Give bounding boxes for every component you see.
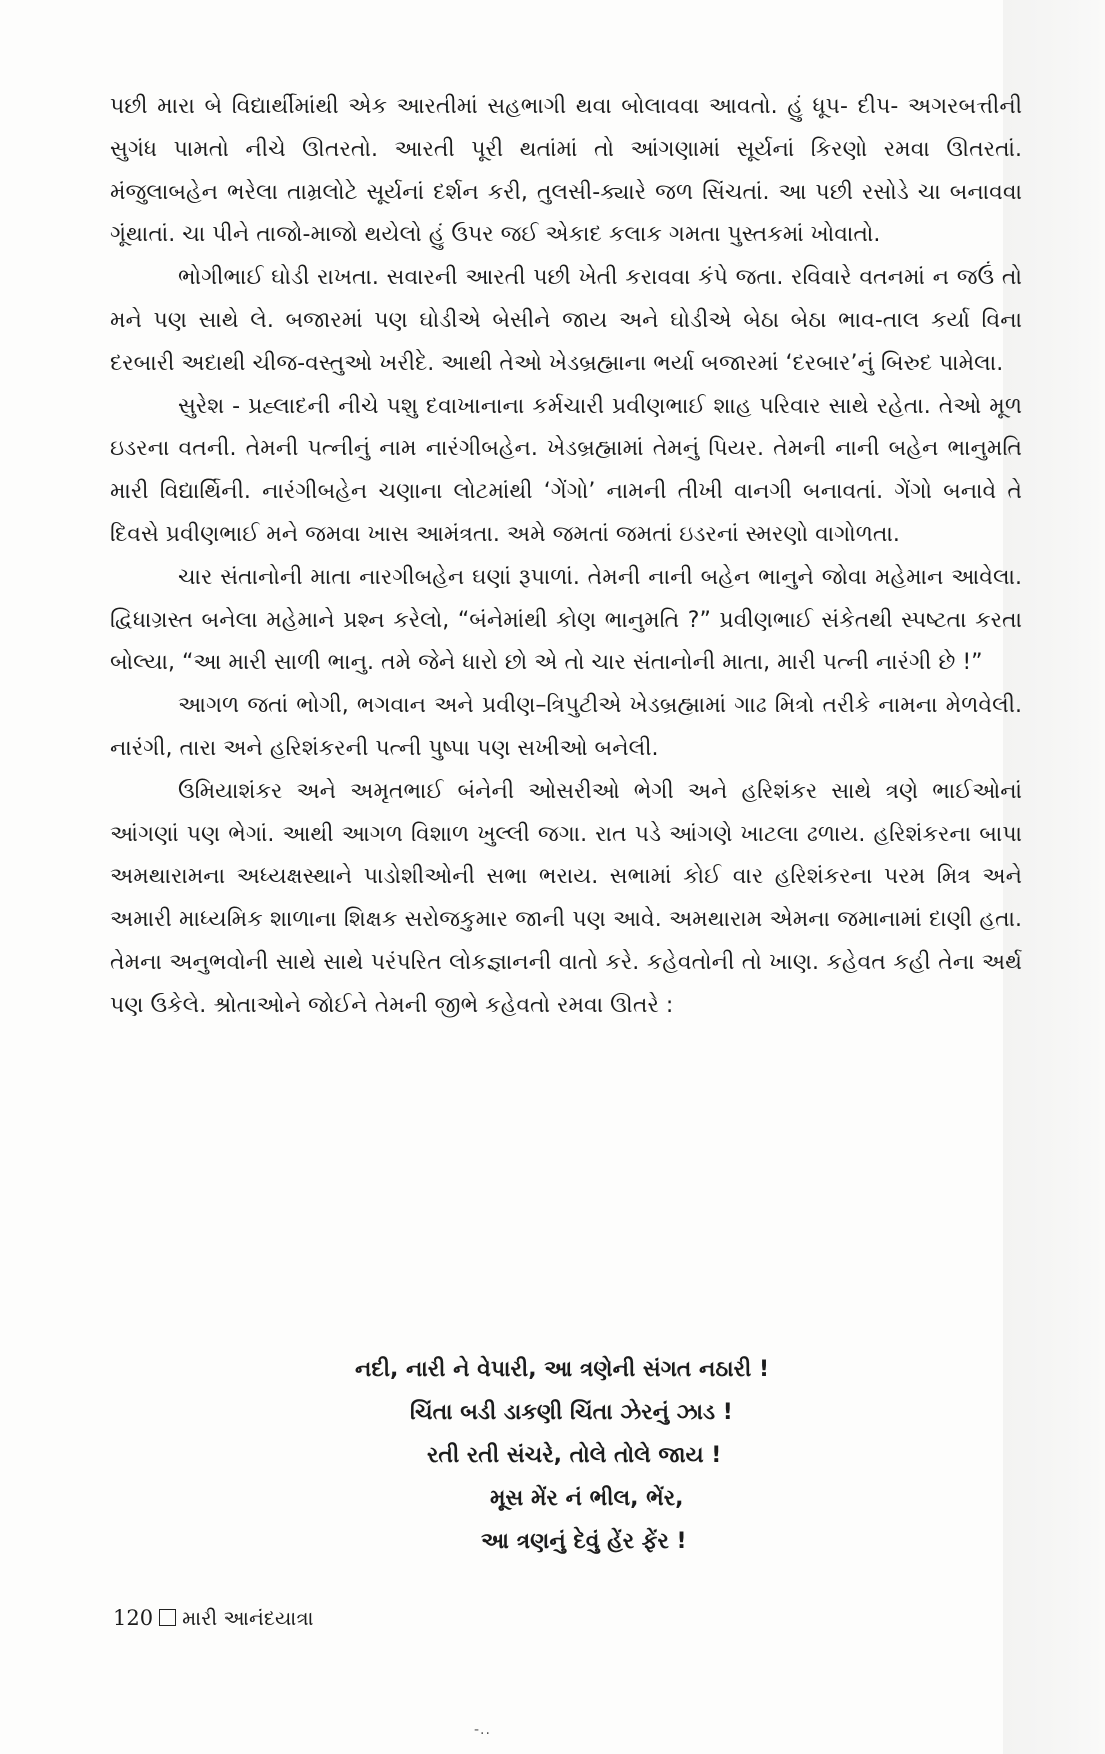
page-footer [113,1606,314,1630]
paragraph: ઉમિયાશંકર અને અમૃતભાઈ બંનેની ઓસરીઓ ભેગી અને હરિશંકર સાથે ત્રણે ભાઈઓનાં આંગણાં પણ ભેગાં. આથી આગળ વિશાળ ખુલ્લી જગા. રાત પડે આંગણે ખાટલા ઢળાય. હરિશંકરના બાપા અમથારામના અધ્યક્ષસ્થાને પાડોશીઓની સભા ભરાય. સભામાં કોઈ વાર હરિશંકરના પરમ મિત્ર અને અમારી માધ્યમિક શાળાના શિક્ષક સરોજકુમાર જાની પણ આવે. અમથારામ એમના જમાનામાં દાણી હતા. તેમના અનુભવોની સાથે સાથે પરંપરિત લોકજ્ઞાનની વાતો કરે. કહેવતોની તો ખાણ. કહેવત કહી તેના અર્થ પણ ઉકેલે. શ્રોતાઓને જોઈને તેમની જીભે કહેવતો રમવા ઊતરે : [110,778,1022,1018]
paragraph: ભોગીભાઈ ઘોડી રાખતા. સવારની આરતી પછી ખેતી કરાવવા કંપે જતા. રવિવારે વતનમાં ન જઉં તો મને પણ સાથે લે. બજારમાં પણ ઘોડીએ બેસીને જાય અને ઘોડીએ બેઠા બેઠા ભાવ-તાલ કર્યા વિના દરબારી અદાથી ચીજ-વસ્તુઓ ખરીદે. આથી તેઓ ખેડબ્રહ્માના ભર્યા બજારમાં ‘દરબાર’નું બિરુદ પામેલા. [110,265,1022,376]
paragraph: પછી મારા બે વિદ્યાર્થીમાંથી એક આરતીમાં સહભાગી થવા બોલાવવા આવતો. હું ધૂપ- દીપ- અગરબત્તીની સુગંધ પામતો નીચે ઊતરતો. આરતી પૂરી થતાંમાં તો આંગણામાં સૂર્યનાં કિરણો રમવા ઊતરતાં. મંજુલાબહેન ભરેલા તામ્રલોટે સૂર્યનાં દર્શન કરી, તુલસી-ક્યારે જળ સિંચતાં. આ પછી રસોડે ચા બનાવવા ગૂંથાતાં. ચા પીને તાજો-માજો થયેલો હું ઉપર જઈ એકાદ કલાક ગમતા પુસ્તકમાં ખોવાતો. [110,94,1022,248]
page-number: 120 [113,1606,154,1630]
verse-line: રતી રતી સંચરે, તોલે તોલે જાય ! [427,1443,722,1468]
verse-line: મૂસ મેંર નં ભીલ, ભેંર, [490,1486,684,1511]
square-separator-icon [159,1609,176,1626]
print-mark: -.. [474,1722,491,1738]
paragraph: સુરેશ - પ્રહ્લાદની નીચે પશુ દવાખાનાના કર્મચારી પ્રવીણભાઈ શાહ પરિવાર સાથે રહેતા. તેઓ મૂળ ઇડરના વતની. તેમની પત્નીનું નામ નારંગીબહેન. ખેડબ્રહ્મામાં તેમનું પિયર. તેમની નાની બહેન ભાનુમતિ મારી વિદ્યાર્થિની. નારંગીબહેન ચણાના લોટમાંથી ‘ગેંગો’ નામની તીખી વાનગી બનાવતાં. ગેંગો બનાવે તે દિવસે પ્રવીણભાઈ મને જમવા ખાસ આમંત્રતા. અમે જમતાં જમતાં ઇડરનાં સ્મરણો વાગોળતા. [110,393,1022,547]
paragraph: આગળ જતાં ભોગી, ભગવાન અને પ્રવીણ–ત્રિપુટીએ ખેડબ્રહ્મામાં ગાઢ મિત્રો તરીકે નામના મેળવેલી. નારંગી, તારા અને હરિશંકરની પત્ની પુષ્પા પણ સખીઓ બનેલી. [110,693,1022,761]
running-title: મારી આનંદયાત્રા [182,1606,314,1630]
body-text [110,86,1022,1028]
verse-line: આ ત્રણનું દેવું હેંર ફેંર ! [481,1529,687,1554]
verse-line: નદી, નારી ને વેપારી, આ ત્રણેની સંગત નઠારી ! [355,1357,769,1382]
paragraph: ચાર સંતાનોની માતા નારગીબહેન ઘણાં રૂપાળાં. તેમની નાની બહેન ભાનુને જોવા મહેમાન આવેલા. દ્વિધાગ્રસ્ત બનેલા મહેમાને પ્રશ્ન કરેલો, “બંનેમાંથી કોણ ભાનુમતિ ?” પ્રવીણભાઈ સંકેતથી સ્પષ્ટતા કરતા બોલ્યા, “આ મારી સાળી ભાનુ. તમે જેને ધારો છો એ તો ચાર સંતાનોની માતા, મારી પત્ની નારંગી છે !” [110,564,1022,676]
verse-line: ચિંતા બડી ડાકણી ચિંતા ઝેરનું ઝાડ ! [410,1400,733,1425]
